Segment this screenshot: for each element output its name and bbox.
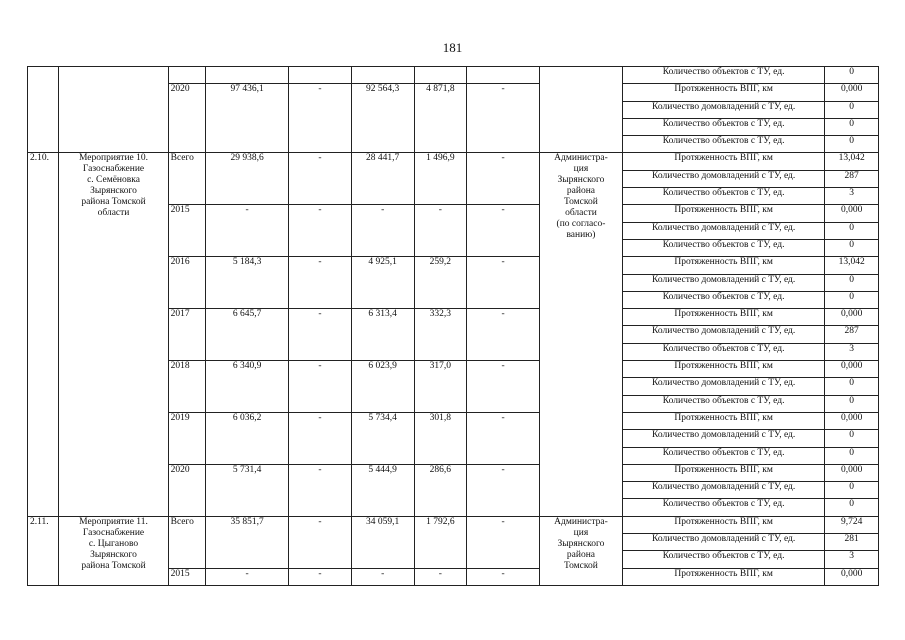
indicator-label: Количество домовладений с ТУ, ед. xyxy=(622,222,824,239)
local-cell: 317,0 xyxy=(414,361,467,413)
page-number: 181 xyxy=(442,40,463,55)
measure-number: 2.11. xyxy=(28,516,59,585)
local-cell: 1 496,9 xyxy=(414,153,467,205)
indicator-label: Протяженность ВПГ, км xyxy=(622,516,824,533)
table-row xyxy=(28,67,879,84)
indicator-label: Количество домовладений с ТУ, ед. xyxy=(622,482,824,499)
indicator-value: 0 xyxy=(825,239,879,256)
indicator-value: 0 xyxy=(825,447,879,464)
program-table xyxy=(27,66,879,586)
total-cell: 5 184,3 xyxy=(206,257,289,309)
federal-cell: - xyxy=(289,84,352,153)
empty-cell xyxy=(467,67,540,84)
empty-cell xyxy=(351,67,414,84)
extra-cell: - xyxy=(467,257,540,309)
indicator-label: Количество объектов с ТУ, ед. xyxy=(622,136,824,153)
federal-cell: - xyxy=(289,361,352,413)
regional-cell: 34 059,1 xyxy=(351,516,414,568)
indicator-value: 0,000 xyxy=(825,464,879,481)
indicator-label: Количество домовладений с ТУ, ед. xyxy=(622,534,824,551)
regional-cell: 5 444,9 xyxy=(351,464,414,516)
regional-cell: 4 925,1 xyxy=(351,257,414,309)
indicator-value: 0 xyxy=(825,222,879,239)
indicator-value: 13,042 xyxy=(825,257,879,274)
local-cell: 4 871,8 xyxy=(414,84,467,153)
local-cell: 1 792,6 xyxy=(414,516,467,568)
indicator-value: 0,000 xyxy=(825,568,879,585)
indicator-label: Протяженность ВПГ, км xyxy=(622,309,824,326)
extra-cell: - xyxy=(467,153,540,205)
year-cell: 2020 xyxy=(168,464,205,516)
total-cell: - xyxy=(206,205,289,257)
federal-cell: - xyxy=(289,568,352,585)
indicator-value: 0 xyxy=(825,291,879,308)
extra-cell: - xyxy=(467,464,540,516)
indicator-label: Количество объектов с ТУ, ед. xyxy=(622,188,824,205)
local-cell: - xyxy=(414,568,467,585)
indicator-value: 0,000 xyxy=(825,309,879,326)
total-cell: 97 436,1 xyxy=(206,84,289,153)
indicator-value: 0 xyxy=(825,274,879,291)
indicator-label: Протяженность ВПГ, км xyxy=(622,257,824,274)
year-cell: 2015 xyxy=(168,568,205,585)
indicator-value: 0,000 xyxy=(825,361,879,378)
empty-cell xyxy=(414,67,467,84)
local-cell: 332,3 xyxy=(414,309,467,361)
responsible-admin: Администра- ция Зырянского района Томской области (по согласо- ванию) xyxy=(539,153,622,516)
indicator-label: Количество домовладений с ТУ, ед. xyxy=(622,101,824,118)
table-row xyxy=(28,153,879,170)
year-cell: 2019 xyxy=(168,412,205,464)
indicator-value: 9,724 xyxy=(825,516,879,533)
indicator-value: 0 xyxy=(825,395,879,412)
local-cell: 259,2 xyxy=(414,257,467,309)
indicator-label: Протяженность ВПГ, км xyxy=(622,361,824,378)
extra-cell: - xyxy=(467,516,540,568)
indicator-label: Количество домовладений с ТУ, ед. xyxy=(622,274,824,291)
indicator-label: Количество объектов с ТУ, ед. xyxy=(622,499,824,516)
total-cell: 6 340,9 xyxy=(206,361,289,413)
name-cell xyxy=(59,67,168,153)
indicator-value: 0 xyxy=(825,482,879,499)
indicator-value: 0,000 xyxy=(825,84,879,101)
indicator-label: Протяженность ВПГ, км xyxy=(622,464,824,481)
measure-number: 2.10. xyxy=(28,153,59,516)
extra-cell: - xyxy=(467,568,540,585)
responsible-admin: Администра- ция Зырянского района Томской xyxy=(539,516,622,585)
extra-cell: - xyxy=(467,309,540,361)
regional-cell: - xyxy=(351,205,414,257)
total-cell: - xyxy=(206,568,289,585)
indicator-value: 3 xyxy=(825,343,879,360)
indicator-label: Количество домовладений с ТУ, ед. xyxy=(622,326,824,343)
federal-cell: - xyxy=(289,309,352,361)
indicator-label: Количество объектов с ТУ, ед. xyxy=(622,343,824,360)
federal-cell: - xyxy=(289,153,352,205)
indicator-label: Протяженность ВПГ, км xyxy=(622,205,824,222)
indicator-label: Количество объектов с ТУ, ед. xyxy=(622,67,824,84)
indicator-value: 287 xyxy=(825,326,879,343)
indicator-label: Количество домовладений с ТУ, ед. xyxy=(622,430,824,447)
federal-cell: - xyxy=(289,516,352,568)
table-row xyxy=(28,516,879,533)
indicator-label: Количество домовладений с ТУ, ед. xyxy=(622,170,824,187)
indicator-value: 0 xyxy=(825,136,879,153)
year-cell: 2017 xyxy=(168,309,205,361)
indicator-label: Количество объектов с ТУ, ед. xyxy=(622,118,824,135)
indicator-label: Протяженность ВПГ, км xyxy=(622,568,824,585)
empty-cell xyxy=(206,67,289,84)
indicator-value: 0,000 xyxy=(825,205,879,222)
measure-name: Мероприятие 10. Газоснабжение с. Семёновка Зырянского района Томской области xyxy=(59,153,168,516)
year-cell: Всего xyxy=(168,516,205,568)
empty-cell xyxy=(289,67,352,84)
federal-cell: - xyxy=(289,257,352,309)
indicator-value: 13,042 xyxy=(825,153,879,170)
indicator-label: Протяженность ВПГ, км xyxy=(622,412,824,429)
federal-cell: - xyxy=(289,464,352,516)
indicator-label: Количество объектов с ТУ, ед. xyxy=(622,395,824,412)
indicator-label: Протяженность ВПГ, км xyxy=(622,153,824,170)
indicator-value: 0 xyxy=(825,118,879,135)
indicator-label: Количество домовладений с ТУ, ед. xyxy=(622,378,824,395)
regional-cell: 28 441,7 xyxy=(351,153,414,205)
indicator-value: 281 xyxy=(825,534,879,551)
measure-name: Мероприятие 11. Газоснабжение с. Цыганово Зырянского района Томской xyxy=(59,516,168,585)
local-cell: 286,6 xyxy=(414,464,467,516)
indicator-value: 3 xyxy=(825,188,879,205)
regional-cell: 6 023,9 xyxy=(351,361,414,413)
extra-cell: - xyxy=(467,205,540,257)
indicator-value: 0 xyxy=(825,430,879,447)
federal-cell: - xyxy=(289,412,352,464)
admin-cell xyxy=(539,67,622,153)
indicator-value: 0,000 xyxy=(825,412,879,429)
total-cell: 5 731,4 xyxy=(206,464,289,516)
regional-cell: 6 313,4 xyxy=(351,309,414,361)
empty-cell xyxy=(168,67,205,84)
indicator-value: 0 xyxy=(825,499,879,516)
indicator-value: 3 xyxy=(825,551,879,568)
total-cell: 6 036,2 xyxy=(206,412,289,464)
indicator-label: Количество объектов с ТУ, ед. xyxy=(622,551,824,568)
regional-cell: 5 734,4 xyxy=(351,412,414,464)
total-cell: 6 645,7 xyxy=(206,309,289,361)
year-cell: 2016 xyxy=(168,257,205,309)
indicator-value: 0 xyxy=(825,101,879,118)
total-cell: 29 938,6 xyxy=(206,153,289,205)
indicator-label: Количество объектов с ТУ, ед. xyxy=(622,291,824,308)
regional-cell: 92 564,3 xyxy=(351,84,414,153)
federal-cell: - xyxy=(289,205,352,257)
indicator-value: 0 xyxy=(825,378,879,395)
local-cell: - xyxy=(414,205,467,257)
local-cell: 301,8 xyxy=(414,412,467,464)
year-cell: Всего xyxy=(168,153,205,205)
total-cell: 35 851,7 xyxy=(206,516,289,568)
indicator-label: Количество объектов с ТУ, ед. xyxy=(622,239,824,256)
indicator-value: 287 xyxy=(825,170,879,187)
regional-cell: - xyxy=(351,568,414,585)
extra-cell: - xyxy=(467,84,540,153)
year-cell: 2018 xyxy=(168,361,205,413)
extra-cell: - xyxy=(467,361,540,413)
indicator-value: 0 xyxy=(825,67,879,84)
num-cell xyxy=(28,67,59,153)
indicator-label: Протяженность ВПГ, км xyxy=(622,84,824,101)
year-cell: 2020 xyxy=(168,84,205,153)
indicator-label: Количество объектов с ТУ, ед. xyxy=(622,447,824,464)
year-cell: 2015 xyxy=(168,205,205,257)
extra-cell: - xyxy=(467,412,540,464)
